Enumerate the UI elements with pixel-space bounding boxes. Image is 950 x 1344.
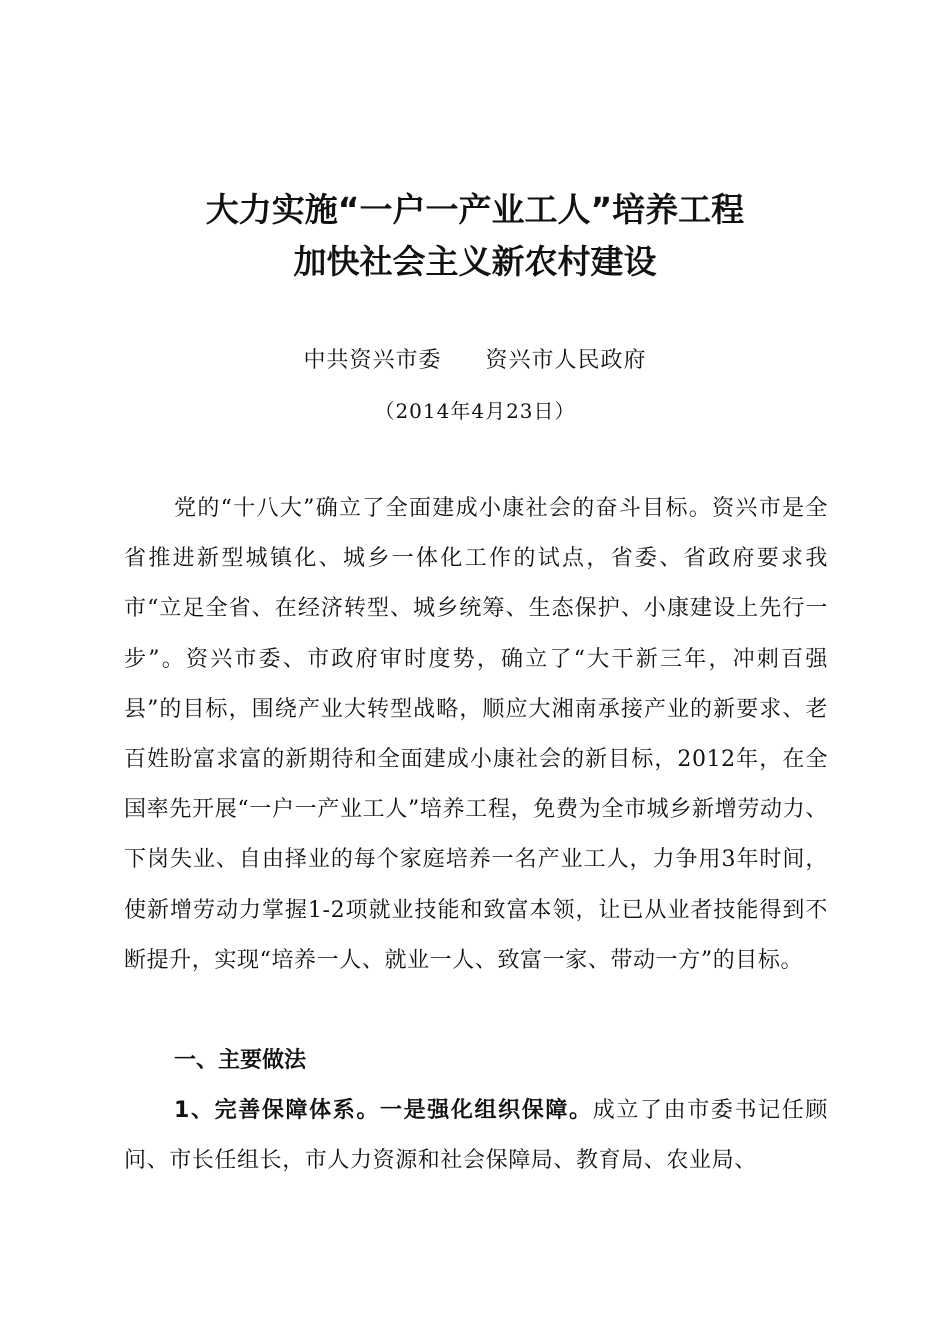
section-heading: 一、主要做法 bbox=[174, 1048, 307, 1073]
author-government: 资兴市人民政府 bbox=[485, 348, 647, 373]
author-party-committee: 中共资兴市委 bbox=[303, 348, 442, 373]
section-paragraph bbox=[124, 1086, 828, 1186]
document-title-line-2: 加快社会主义新农村建设 bbox=[293, 242, 657, 281]
author-line bbox=[0, 344, 950, 378]
subsection-text: 成立了由市委书记任顾问、市长任组长，市人力资源和社会保障局、教育局、农业局、 bbox=[124, 1098, 828, 1174]
subsection-heading: 1、完善保障体系。一是强化组织保障。 bbox=[174, 1098, 593, 1123]
document-date: （2014年4月23日） bbox=[374, 399, 576, 423]
document-title-line-1: 大力实施“一户一产业工人”培养工程 bbox=[205, 190, 745, 229]
intro-paragraph: 党的“十八大”确立了全面建成小康社会的奋斗目标。资兴市是全省推进新型城镇化、城乡一体化工作的试点，省委、省政府要求我市“立足全省、在经济转型、城乡统筹、生态保护、小康建设上先行一步”。资兴市委、市政府审时度势，确立了“大干新三年，冲刺百强县”的目标，围绕产业大转型战略，顺应大湘南承接产业的新要求、老百姓盼富求富的新期待和全面建成小康社会的新目标，2012年，在全国率先开展“一户一产业工人”培养工程，免费为全市城乡新增劳动力、下岗失业、自由择业的每个家庭培养一名产业工人，力争用3年时间，使新增劳动力掌握1-2项就业技能和致富本领，让已从业者技能得到不断提升，实现“培养一人、就业一人、致富一家、带动一方”的目标。 bbox=[124, 496, 828, 973]
